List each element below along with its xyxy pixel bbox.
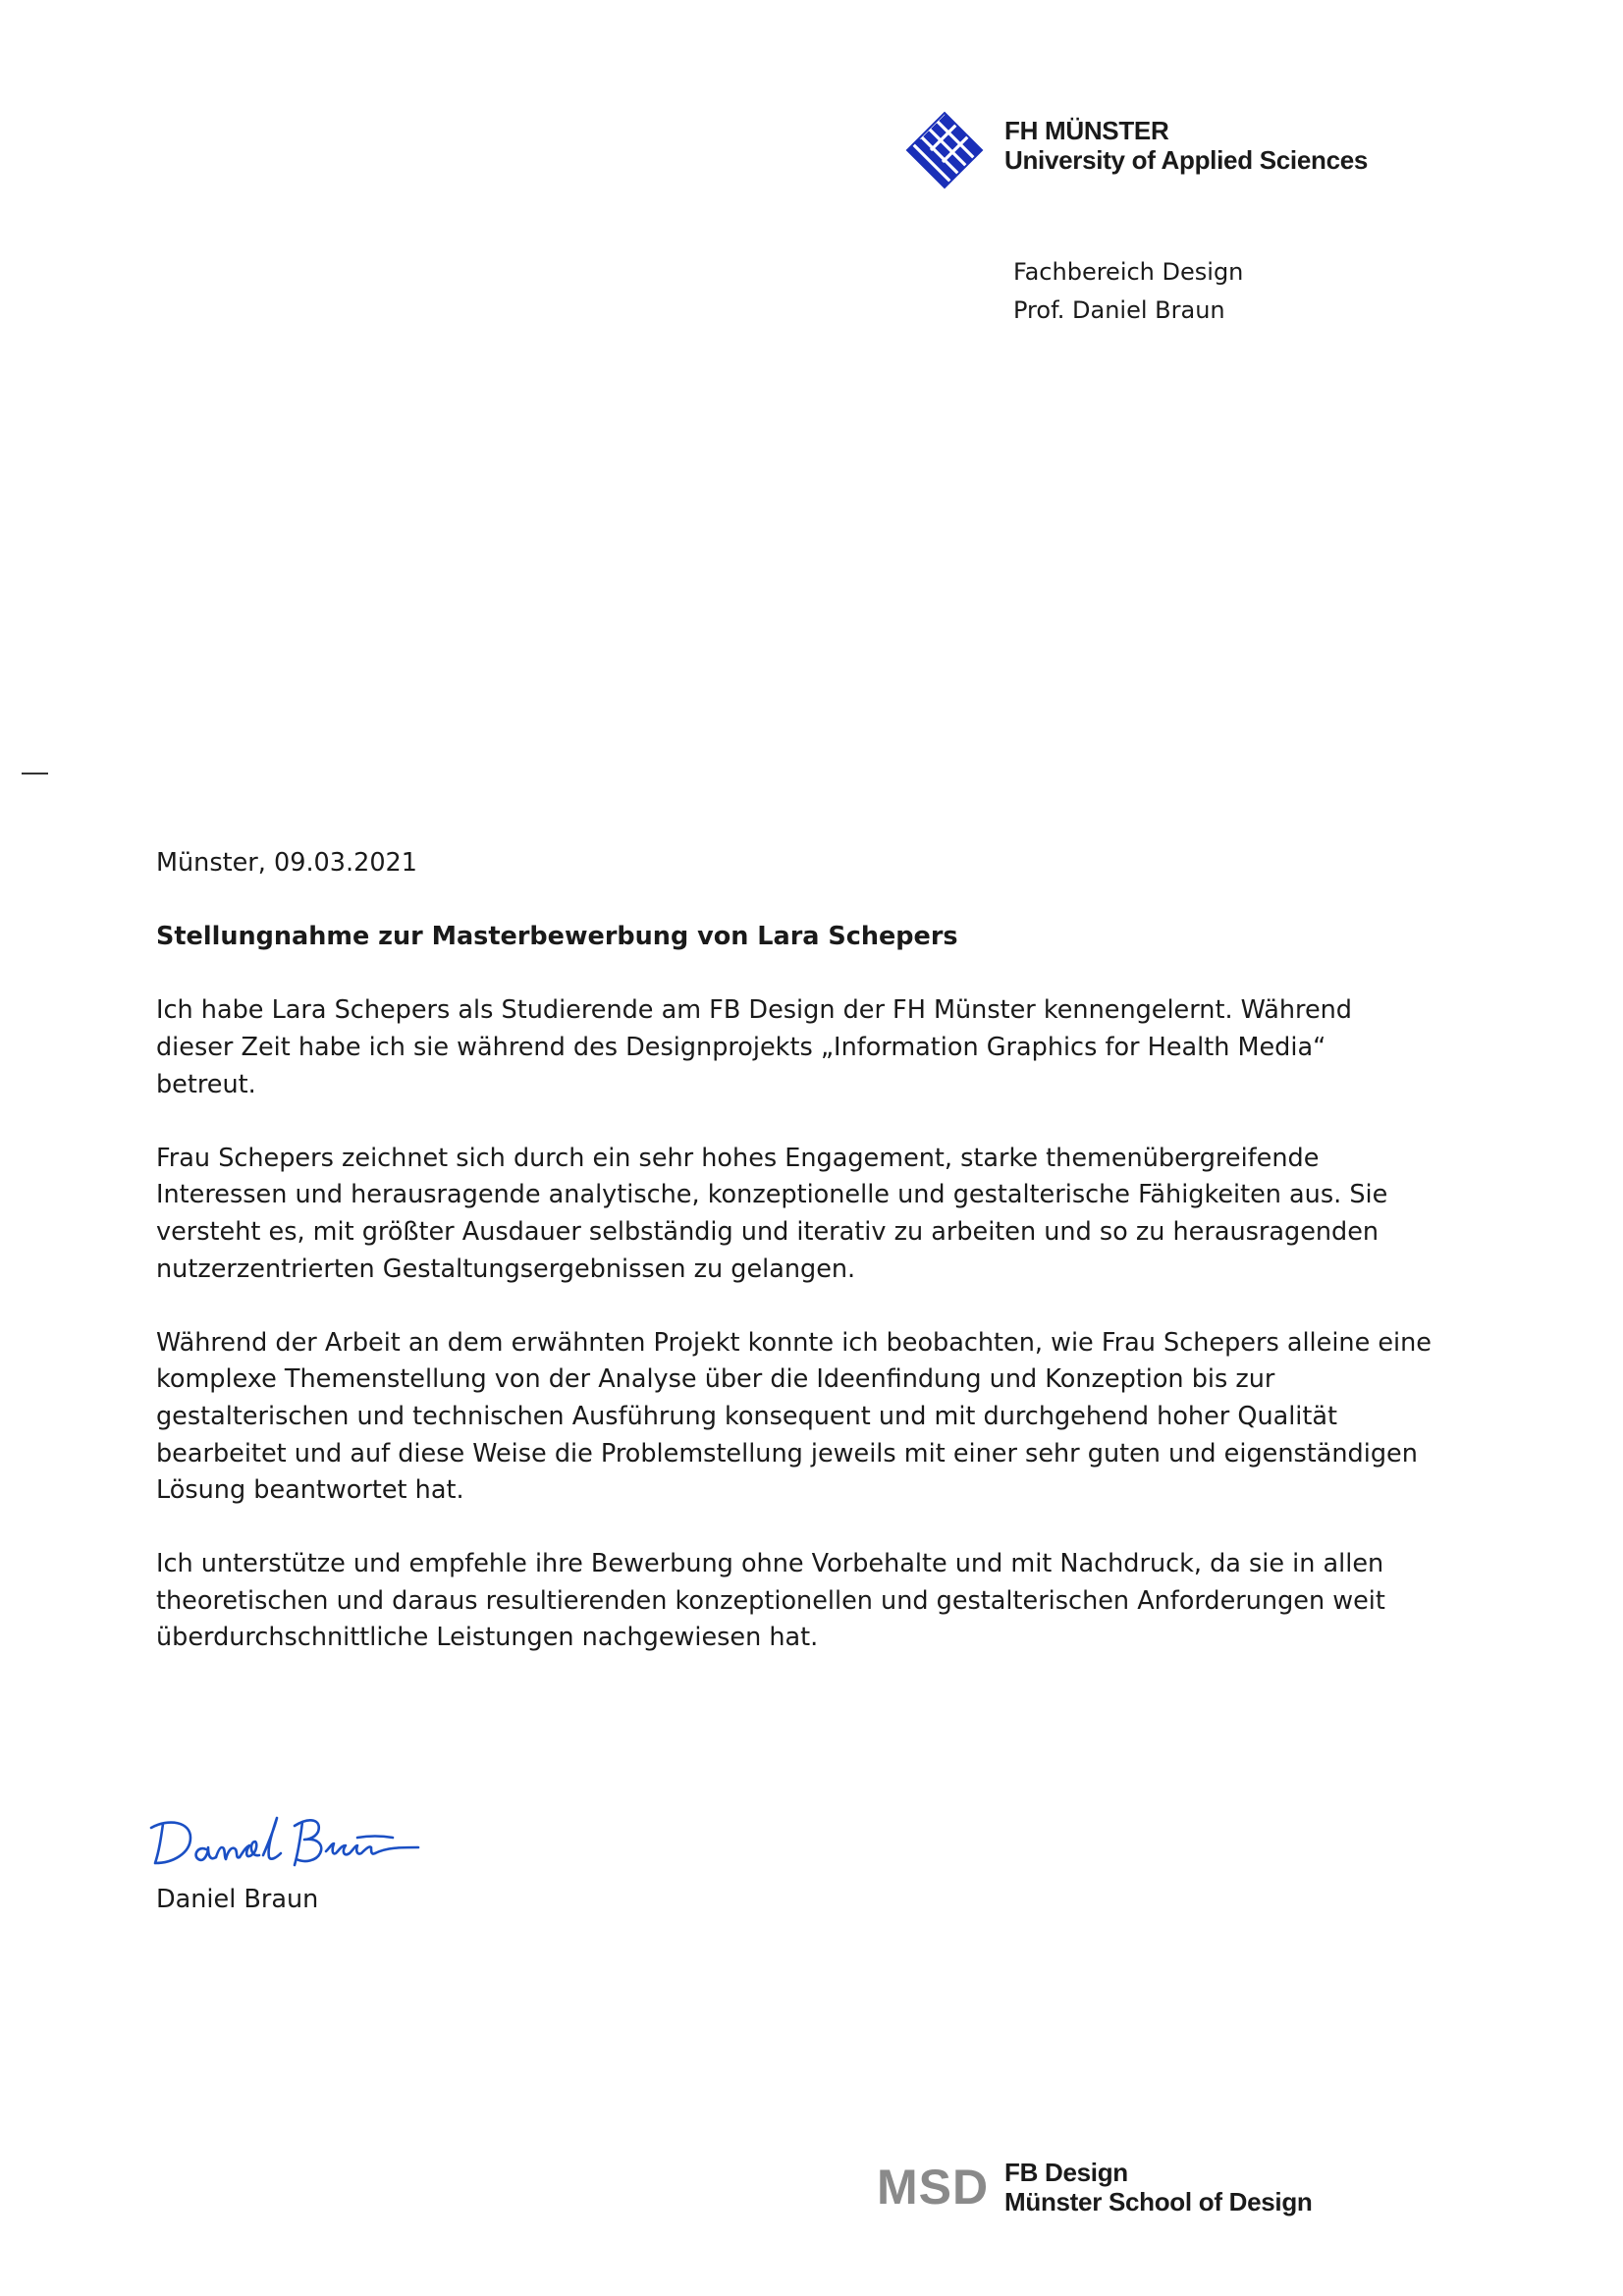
school-name xyxy=(1004,2158,1312,2216)
school-name-line2: Münster School of Design xyxy=(1004,2187,1313,2216)
fold-mark xyxy=(22,773,48,774)
letter-paragraph: Ich habe Lara Schepers als Studierende am FB Design der FH Münster kennengelernt. Während dieser Zeit habe ich sie während des Designprojekts „Information Graphics for Health Media“ betreut. xyxy=(156,995,1352,1099)
fh-muenster-logo xyxy=(905,111,984,189)
letter-subject: Stellungnahme zur Masterbewerbung von Lara Schepers xyxy=(156,922,958,952)
sender-department: Fachbereich Design xyxy=(1013,258,1244,286)
school-name-line1: FB Design xyxy=(1004,2158,1128,2187)
university-name-line1: FH MÜNSTER xyxy=(1004,116,1169,145)
letter-paragraph: Ich unterstütze und empfehle ihre Bewerbung ohne Vorbehalte und mit Nachdruck, da sie in allen theoretischen und daraus resultierenden konzeptionellen und gestalterischen Anforderungen weit überdurchschnittliche Leistungen nachgewiesen hat. xyxy=(156,1549,1385,1653)
letter-date: Münster, 09.03.2021 xyxy=(156,848,417,878)
sender-name: Prof. Daniel Braun xyxy=(1013,296,1225,324)
letter-paragraph: Während der Arbeit an dem erwähnten Projekt konnte ich beobachten, wie Frau Schepers alleine eine komplexe Themenstellung von der Analyse über die Ideenfindung und Konzeption bis zur gestalterischen und technischen Ausführung konsequent und mit durchgehend hoher Qualität bearbeitet und auf diese Weise die Problemstellung jeweils mit einer sehr guten und eigenständigen Lösung beantwortet hat. xyxy=(156,1327,1432,1506)
msd-logo: MSD xyxy=(877,2160,990,2215)
university-name xyxy=(1004,116,1368,175)
letter-paragraph: Frau Schepers zeichnet sich durch ein sehr hohes Engagement, starke themenübergreifende Interessen und herausragende analytische, konzeptionelle und gestalterische Fähigkeiten aus. Sie versteht es, mit größter Ausdauer selbständig und iterativ zu arbeiten und so zu herausragenden nutzerzentrierten Gestaltungsergebnissen zu gelangen. xyxy=(156,1143,1388,1284)
sender-block xyxy=(1013,253,1243,330)
handwritten-signature xyxy=(147,1808,422,1869)
university-name-line2: University of Applied Sciences xyxy=(1004,145,1369,175)
signer-name: Daniel Braun xyxy=(156,1885,319,1914)
letter-body xyxy=(156,845,1433,1694)
